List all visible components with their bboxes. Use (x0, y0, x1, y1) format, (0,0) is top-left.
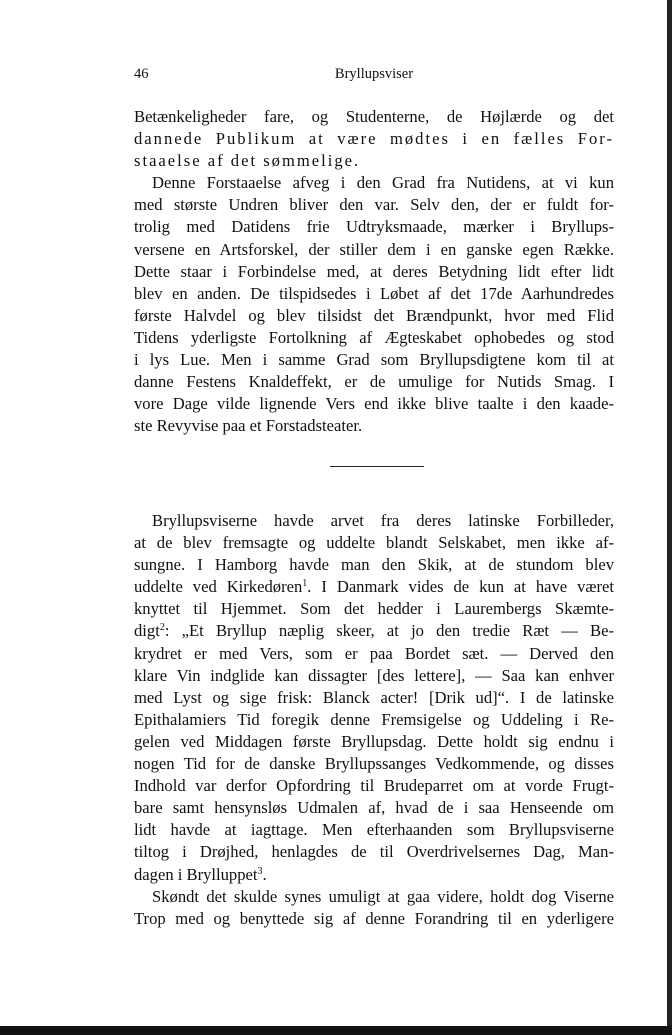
text-line: Denne Forstaaelse afveg i den Grad fra Nutidens, at vi kun (152, 173, 614, 193)
text-line: klare Vin indglide kan dissagter [des lettere], — Saa kan enhver (134, 665, 614, 685)
text-line (134, 620, 614, 642)
text-line: knyttet til Hjemmet. Som det hedder i Laurembergs Skæmte- (134, 599, 614, 619)
text-line: staaelse af det sømmelige. (134, 151, 361, 171)
paragraph-section-1 (134, 106, 614, 437)
text-line: bare samt hensynsløs Udmalen af, hvad de i saa Henseende om (134, 798, 614, 818)
text-line: ste Revyvise paa et Forstadsteater. (134, 416, 363, 436)
text-line: Bryllupsviserne havde arvet fra deres latinske Forbilleder, (152, 511, 614, 530)
scan-edge-right (667, 0, 672, 1035)
text-segment: digt (134, 621, 160, 641)
text-segment: . (262, 864, 267, 884)
text-line: blev en anden. De tilspidsedes i Løbet af det 17de Aarhundredes (134, 283, 614, 303)
text-segment: uddelte ved Kirkedøren (134, 577, 303, 597)
scan-edge-bottom (0, 1026, 672, 1035)
text-line: Indhold var derfor Opfordring til Brudeparret om at vorde Frugt- (134, 776, 614, 796)
paragraph-section-2 (134, 510, 614, 930)
footnote-ref: 2 (159, 622, 165, 634)
running-title: Bryllupsviser (334, 66, 414, 82)
text-segment: . I Danmark vides de kun at have været (307, 577, 614, 597)
text-line: Betænkeligheder fare, og Studenterne, de Højlærde og det (134, 107, 614, 126)
section-divider (330, 466, 424, 467)
text-line: i lys Lue. Men i samme Grad som Bryllupsdigtene kom til at (134, 350, 614, 370)
footnote-ref: 1 (302, 578, 308, 590)
text-line: første Halvdel og blev tilsidst det Brændpunkt, hvor med Flid (134, 305, 614, 325)
text-line: Skøndt det skulde synes umuligt at gaa videre, holdt dog Viserne (152, 886, 614, 906)
text-line: gelen ved Middagen første Bryllupsdag. Dette holdt sig endnu i (134, 731, 614, 751)
text-line: med største Undren bliver den var. Selv den, der er fuldt for- (134, 195, 614, 215)
text-line: Epithalamiers Tid foregik denne Fremsigelse og Uddeling i Re- (134, 709, 614, 729)
text-line: versene en Artsforskel, der stiller dem i en ganske egen Række. (134, 239, 614, 259)
text-line: trolig med Datidens frie Udtryksmaade, mærker i Bryllups- (134, 217, 614, 237)
text-line: med Lyst og sige frisk: Blanck acter! [Drik ud]“. I de latinske (134, 687, 614, 707)
text-line (134, 576, 614, 598)
footnote-ref: 3 (257, 865, 263, 877)
text-segment: : „Et Bryllup næplig skeer, at jo den tredie Ræt — Be- (164, 621, 614, 641)
text-line: nogen Tid for de danske Bryllupssanges Vedkommende, og disses (134, 754, 614, 774)
text-line: lidt havde at iagttage. Men efterhaanden som Bryllupsviserne (134, 820, 614, 840)
text-line: krydret er med Vers, som er paa Bordet sæt. — Derved den (134, 643, 614, 663)
text-line: at de blev fremsagte og uddelte blandt Selskabet, men ikke af- (134, 533, 614, 553)
page-header (134, 66, 614, 86)
text-line: Tidens yderligste Fortolkning af Ægteskabet ophobedes og stod (134, 327, 614, 347)
text-line: vore Dage vilde lignende Vers end ikke blive taalte i den kaade- (134, 394, 614, 414)
text-line: Dette staar i Forbindelse med, at deres Betydning lidt efter lidt (134, 261, 614, 281)
text-line: Trop med og benyttede sig af denne Forandring til en yderligere (134, 908, 614, 928)
text-segment: dagen i Brylluppet (134, 864, 258, 884)
page-number: 46 (134, 66, 149, 82)
text-line: tiltog i Drøjhed, henlagdes de til Overdrivelsernes Dag, Man- (134, 842, 614, 862)
text-line: dannede Publikum at være mødtes i en fælles For- (134, 129, 614, 149)
text-line: danne Festens Knaldeffekt, er de umulige for Nutids Smag. I (134, 372, 614, 392)
text-line (134, 864, 614, 886)
text-line: sungne. I Hamborg havde man den Skik, at de stundom blev (134, 555, 614, 575)
